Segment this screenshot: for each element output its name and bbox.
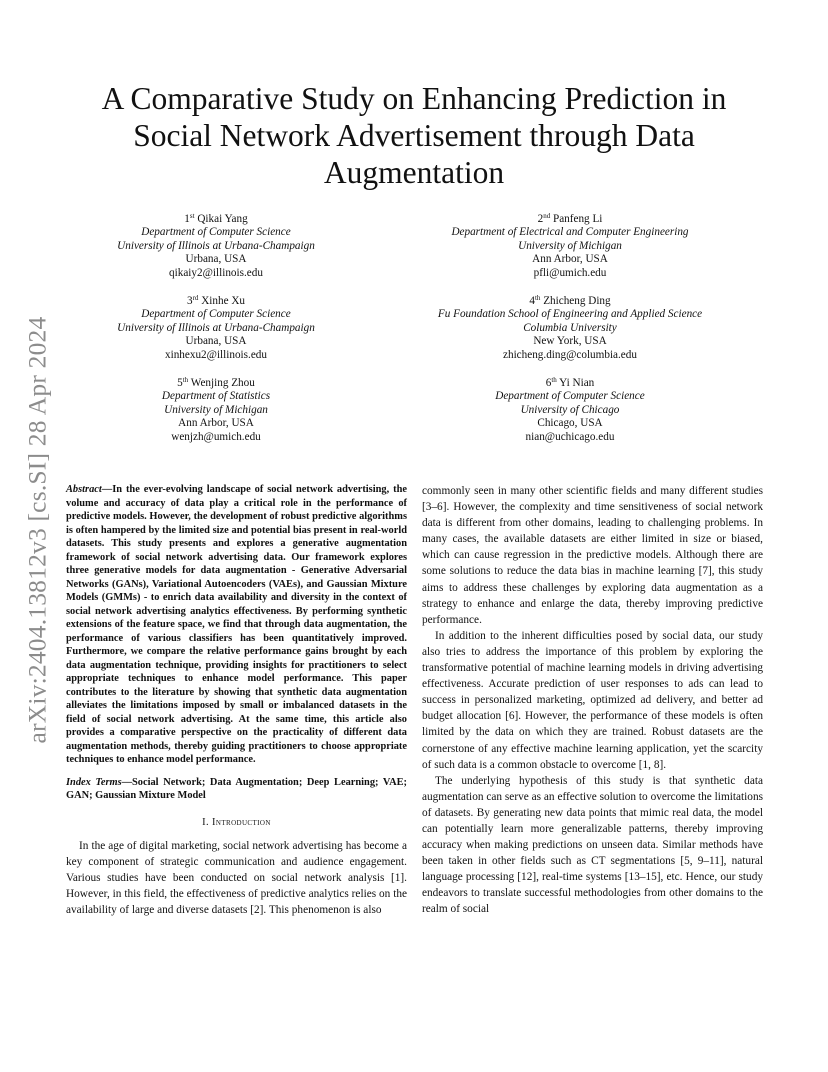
author-order-suffix: th [182,376,189,384]
author-order-suffix: rd [192,294,199,302]
author-institution: University of Illinois at Urbana-Champaign [117,321,315,334]
author-email: pfli@umich.edu [533,266,607,279]
author-order-suffix: st [189,212,195,220]
author-block-3 [66,295,366,362]
author-location: Ann Arbor, USA [532,253,608,266]
abstract-text: In the ever-evolving landscape of social network advertising, the volume and accuracy of data play a critical role in the performance of predictive models. However, the development of robust predictive algorithms is often hampered by the limited size and potential bias present in real-world datasets. This study presents and explores a generative augmentation framework of social network advertising data. Our framework explores three generative models for data augmentation - Generative Adversarial Networks (GANs), Variational Autoencoders (VAEs), and Gaussian Mixture Models (GMMs) - to enrich data availability and diversity in the context of social network advertising analytics effectiveness. By performing synthetic extensions of the feature space, we find that through data augmentation, the performance of various classifiers has been quantitatively improved. Furthermore, we compare the relative performance gains brought by each data augmentation technique, providing insights for practitioners to select appropriate techniques to enhance model performance. This paper contributes to the literature by showing that synthetic data augmentation alleviates the limitations imposed by small or imbalanced datasets in the field of social network advertising. At the same time, this article also provides a comparative perspective on the practicality of different data augmentation methods, thereby guiding practitioners to choose appropriate techniques to enhance model performance. [66,484,407,765]
author-location: Urbana, USA [185,253,247,266]
author-order: 4 [529,295,535,307]
author-institution: University of Chicago [520,403,620,416]
author-order-suffix: th [534,294,541,302]
arxiv-sidebar [16,295,58,765]
author-location: Urbana, USA [185,335,247,348]
author-institution: University of Michigan [518,239,622,252]
author-location: Ann Arbor, USA [178,417,254,430]
author-order: 3 [186,295,193,307]
author-email: wenjzh@umich.edu [171,430,261,443]
author-block-1 [66,213,366,280]
author-department: Department of Electrical and Computer Engineering [451,226,689,239]
author-institution: University of Michigan [164,403,268,416]
section-heading-introduction: I. Introduction [202,816,271,828]
author-name: Yi Nian [559,377,595,389]
author-email: nian@uchicago.edu [525,430,615,443]
arxiv-identifier: arXiv:2404.13812v3 [cs.SI] 28 Apr 2024 [22,316,51,744]
author-name: Wenjing Zhou [190,377,255,389]
body-paragraph: In the age of digital marketing, social network advertising has become a key component of strategic communication and audience engagement. Various studies have been conducted on social network analysis [1]. However, in this field, the effectiveness of predictive analytics relies on the availability of large and diverse datasets [2]. This phenomenon is also [66,839,407,916]
author-name-line [66,295,366,308]
author-location: Chicago, USA [537,417,603,430]
author-name-line [420,213,720,226]
author-block-5 [66,377,366,444]
index-terms-separator: — [121,776,133,788]
author-institution: University of Illinois at Urbana-Champaign [117,239,315,252]
author-name-line [66,213,366,226]
author-order-suffix: th [551,376,557,384]
body-paragraph: In addition to the inherent difficulties posed by social data, our study also tries to address the importance of this problem by exploring the transformative potential of machine learning models in driving advertising effectiveness. Accurate prediction of user responses to ads can lead to success in personalized marketing, optimized ad delivery, and better ad budget allocation [6]. However, the performance of these models is often limited by the data on which they are trained. Robust datasets are the cornerstone of any effective machine learning application, yet the scarcity of such data is a common obstacle to overcome [1, 8]. [422,629,763,771]
author-block-4 [400,295,740,362]
author-institution: Columbia University [523,321,617,334]
paper-title: A Comparative Study on Enhancing Prediction in Social Network Advertisement through Data Augmentation [101,81,727,190]
author-email: zhicheng.ding@columbia.edu [503,348,637,361]
author-department: Department of Computer Science [141,226,291,239]
author-order-suffix: nd [543,212,551,220]
author-name-line [420,377,720,390]
author-name: Zhicheng Ding [543,295,611,307]
author-order: 6 [545,377,552,389]
author-name: Xinhe Xu [201,295,246,307]
left-column [66,483,407,918]
body-paragraph: commonly seen in many other scientific fields and many different studies [3–6]. However, the complexity and time sensitiveness of social network data is different from other domains, leading to challenging problems. In many cases, the available datasets are either limited in size or biased, which can cause regression in the predictive models. Although there are some solutions to reduce the data bias in machine learning [7], this study aims to address these challenges by exploring data augmentation as a strategy to enhance and enlarge the data, thereby improving predictive performance. [422,485,763,626]
abstract [66,483,407,767]
author-department: Department of Statistics [161,390,271,403]
index-terms-label: Index Terms [66,776,122,788]
author-order: 5 [177,377,183,389]
author-order: 1 [184,213,190,225]
author-block-2 [420,213,720,280]
author-email: xinhexu2@illinois.edu [165,348,267,361]
author-block-6 [420,377,720,444]
index-terms-text: Social Network; Data Augmentation; Deep Learning; VAE; GAN; Gaussian Mixture Model [66,776,407,801]
index-terms [66,776,407,803]
author-email: qikaiy2@illinois.edu [169,266,263,279]
author-department: Fu Foundation School of Engineering and Applied Science [437,308,703,321]
author-order: 2 [537,213,544,225]
author-location: New York, USA [533,335,607,348]
author-name: Panfeng Li [552,213,603,225]
body-paragraph: The underlying hypothesis of this study is that synthetic data augmentation can serve as an effective solution to overcome the limitations of datasets. By generating new data points that mimic real data, the model can potentially learn more generalizable patterns, thereby improving accuracy when making predictions on unseen data. Similar methods have been taken in other fields such as CT segmentations [5, 9–11], natural language processing [12], real-time systems [13–15], etc. Hence, our study endeavors to translate successful methodologies from other domains to the realm of social [422,774,763,916]
abstract-separator: — [101,484,113,495]
author-department: Department of Computer Science [141,308,291,321]
author-department: Department of Computer Science [495,390,645,403]
author-name: Qikai Yang [197,213,248,225]
right-column [422,483,763,918]
abstract-label: Abstract [66,484,102,495]
author-name-line [66,377,366,390]
author-name-line [400,295,740,308]
